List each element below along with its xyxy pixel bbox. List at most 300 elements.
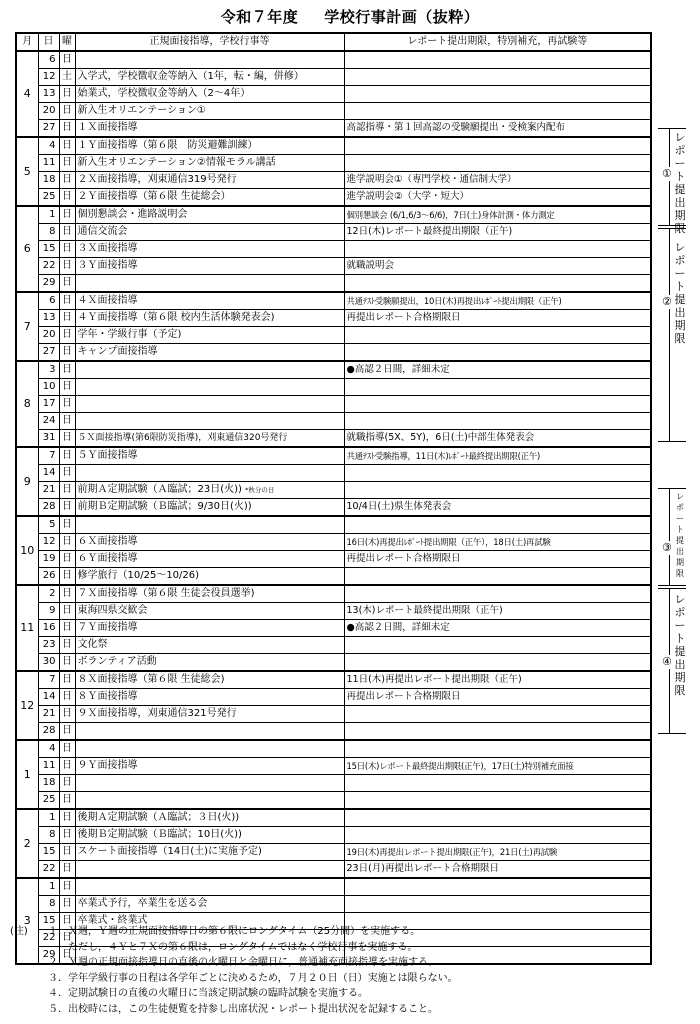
table-row xyxy=(16,499,651,517)
event-text: ９Ｙ面接指導 xyxy=(77,760,138,771)
event-cell xyxy=(75,86,344,103)
event-cell xyxy=(75,189,344,207)
report-cell xyxy=(344,396,651,413)
day-cell: 18 xyxy=(38,172,59,189)
day-cell: 25 xyxy=(38,792,59,810)
table-row xyxy=(16,155,651,172)
weekday-cell: 日 xyxy=(59,51,75,69)
weekday-cell: 日 xyxy=(59,568,75,586)
report-cell xyxy=(344,654,651,672)
table-row xyxy=(16,258,651,275)
report-cell: 23日(月)再提出レポート合格期限日 xyxy=(344,861,651,879)
event-cell xyxy=(75,706,344,723)
weekday-cell: 日 xyxy=(59,344,75,362)
day-cell: 8 xyxy=(38,827,59,844)
weekday-cell: 日 xyxy=(59,620,75,637)
table-row xyxy=(16,137,651,155)
table-row xyxy=(16,275,651,293)
event-cell xyxy=(75,327,344,344)
event-cell xyxy=(75,551,344,568)
table-row xyxy=(16,775,651,792)
day-cell: 11 xyxy=(38,155,59,172)
event-text: ９Ｘ面接指導，刈東通信321号発行 xyxy=(77,708,237,719)
day-cell: 19 xyxy=(38,551,59,568)
day-cell: 26 xyxy=(38,568,59,586)
period-bracket-2 xyxy=(658,228,686,442)
header-month: 月 xyxy=(16,33,38,51)
day-cell: 6 xyxy=(38,292,59,310)
weekday-cell: 日 xyxy=(59,499,75,517)
report-cell: 13(木)レポート最終提出期限（正午) xyxy=(344,603,651,620)
event-cell xyxy=(75,258,344,275)
event-cell xyxy=(75,861,344,879)
table-row xyxy=(16,551,651,568)
table-row xyxy=(16,120,651,138)
period-label-1: レポート提出期限 xyxy=(674,131,686,235)
event-cell xyxy=(75,275,344,293)
header-reports: レポート提出期限，特別補充，再試験等 xyxy=(344,33,651,51)
report-cell xyxy=(344,86,651,103)
report-cell xyxy=(344,792,651,810)
weekday-cell: 日 xyxy=(59,809,75,827)
table-row xyxy=(16,861,651,879)
event-text: 始業式，学校徴収金等納入（2～4年） xyxy=(77,88,251,99)
note-item xyxy=(10,971,690,987)
event-cell xyxy=(75,447,344,465)
weekday-cell: 日 xyxy=(59,189,75,207)
event-cell xyxy=(75,206,344,224)
event-cell xyxy=(75,379,344,396)
page-title xyxy=(0,6,700,27)
event-cell xyxy=(75,499,344,517)
table-row xyxy=(16,568,651,586)
report-cell xyxy=(344,740,651,758)
table-row xyxy=(16,482,651,499)
table-row xyxy=(16,465,651,482)
table-row xyxy=(16,792,651,810)
event-text: 卒業式予行，卒業生を送る会 xyxy=(77,898,208,909)
event-cell xyxy=(75,896,344,913)
table-row xyxy=(16,344,651,362)
table-row xyxy=(16,310,651,327)
table-row xyxy=(16,241,651,258)
weekday-cell: 日 xyxy=(59,654,75,672)
month-cell: 12 xyxy=(16,671,38,740)
day-cell: 27 xyxy=(38,120,59,138)
period-label-2: レポート提出期限 xyxy=(674,241,686,345)
event-cell xyxy=(75,603,344,620)
report-cell: 16日(木)再提出ﾚﾎﾟｰﾄ提出期限（正午），18日(土)再試験 xyxy=(344,534,651,551)
event-text: ５Ｘ面接指導(第6限防災指導)，刈東通信320号発行 xyxy=(77,433,288,443)
table-row xyxy=(16,447,651,465)
day-cell: 2 xyxy=(38,585,59,603)
event-text: ７Ｘ面接指導（第６限 生徒会役員選挙) xyxy=(77,588,255,599)
notes-section xyxy=(10,924,690,1017)
day-cell: 24 xyxy=(38,413,59,430)
report-cell: 進学説明会①（専門学校・通信制大学） xyxy=(344,172,651,189)
event-cell xyxy=(75,809,344,827)
weekday-cell: 土 xyxy=(59,69,75,86)
report-cell: 共通ﾃｽﾄ受験願提出，10日(木)再提出ﾚﾎﾟｰﾄ提出期限（正午) xyxy=(344,292,651,310)
day-cell: 22 xyxy=(38,861,59,879)
day-cell: 12 xyxy=(38,534,59,551)
table-row xyxy=(16,69,651,86)
event-text: ３Ｙ面接指導 xyxy=(77,260,138,271)
month-cell: 7 xyxy=(16,292,38,361)
weekday-cell: 日 xyxy=(59,758,75,775)
report-cell: 11日(木)再提出レポート提出期限（正午) xyxy=(344,671,651,689)
event-text: 文化祭 xyxy=(77,639,108,650)
event-text: ４Ｙ面接指導（第６限 校内生活体験発表会) xyxy=(77,312,275,323)
event-text: ボランティア活動 xyxy=(77,656,157,667)
weekday-cell: 日 xyxy=(59,482,75,499)
note-text: 学年学級行事の日程は各学年ごとに決めるため，７月２０日（日）実施とは限らない。 xyxy=(68,972,458,984)
report-cell: ●高認２日間，詳細未定 xyxy=(344,620,651,637)
report-cell xyxy=(344,878,651,896)
event-cell xyxy=(75,310,344,327)
event-text: 前期Ａ定期試験（Ａ臨試；23日(火)) xyxy=(77,484,242,495)
report-cell xyxy=(344,155,651,172)
day-cell: 3 xyxy=(38,361,59,379)
report-cell xyxy=(344,585,651,603)
note-text: Ｙ週の正規面接指導日の直後の火曜日と金曜日に，普通補充面接指導を実施する。 xyxy=(68,957,438,968)
report-cell xyxy=(344,516,651,534)
event-cell xyxy=(75,844,344,861)
weekday-cell: 日 xyxy=(59,137,75,155)
event-text: 卒業式・終業式 xyxy=(77,915,148,926)
day-cell: 15 xyxy=(38,241,59,258)
event-cell xyxy=(75,792,344,810)
day-cell: 13 xyxy=(38,310,59,327)
day-cell: 4 xyxy=(38,740,59,758)
month-cell: 9 xyxy=(16,447,38,516)
period-label-3: レポート提出期限 xyxy=(676,492,684,578)
day-cell: 4 xyxy=(38,137,59,155)
event-text: 新入生オリエンテーション②情報モラル講話 xyxy=(77,157,276,168)
event-cell xyxy=(75,51,344,69)
event-cell xyxy=(75,224,344,241)
header-weekday: 曜 xyxy=(59,33,75,51)
note-number: ４． xyxy=(48,988,68,999)
day-cell: 9 xyxy=(38,603,59,620)
report-cell xyxy=(344,137,651,155)
event-text: 通信交流会 xyxy=(77,226,128,237)
weekday-cell: 日 xyxy=(59,947,75,965)
report-cell xyxy=(344,568,651,586)
event-cell xyxy=(75,654,344,672)
event-cell xyxy=(75,172,344,189)
table-row xyxy=(16,620,651,637)
day-cell: 22 xyxy=(38,930,59,947)
note-text: 出校時には，この生徒便覧を持参し出席状況・レポート提出状況を記録すること。 xyxy=(68,1003,438,1015)
day-cell: 28 xyxy=(38,499,59,517)
report-cell: 再提出レポート合格期限日 xyxy=(344,310,651,327)
table-row xyxy=(16,51,651,69)
day-cell: 7 xyxy=(38,671,59,689)
event-cell xyxy=(75,120,344,138)
table-row xyxy=(16,723,651,741)
event-cell xyxy=(75,723,344,741)
event-cell xyxy=(75,568,344,586)
day-cell: 1 xyxy=(38,206,59,224)
weekday-cell: 日 xyxy=(59,206,75,224)
day-cell: 29 xyxy=(38,947,59,965)
period-bracket-3 xyxy=(658,488,686,586)
event-cell xyxy=(75,292,344,310)
event-cell xyxy=(75,361,344,379)
weekday-cell: 日 xyxy=(59,723,75,741)
event-cell xyxy=(75,396,344,413)
event-text: 個別懇談会・進路説明会 xyxy=(77,209,188,220)
event-cell xyxy=(75,620,344,637)
event-cell xyxy=(75,534,344,551)
event-cell xyxy=(75,465,344,482)
table-row xyxy=(16,86,651,103)
event-text: ６Ｙ面接指導 xyxy=(77,553,138,564)
weekday-cell: 日 xyxy=(59,534,75,551)
weekday-cell: 日 xyxy=(59,913,75,930)
day-cell: 1 xyxy=(38,809,59,827)
day-cell: 21 xyxy=(38,706,59,723)
event-text: ５Ｙ面接指導 xyxy=(77,450,138,461)
schedule-body xyxy=(16,51,651,964)
day-cell: 17 xyxy=(38,396,59,413)
event-cell xyxy=(75,430,344,448)
month-cell: 3 xyxy=(16,878,38,964)
event-text: １Ｘ面接指導 xyxy=(77,122,138,133)
report-cell xyxy=(344,69,651,86)
event-note: *秋分の日 xyxy=(245,486,275,494)
weekday-cell: 日 xyxy=(59,585,75,603)
weekday-cell: 日 xyxy=(59,844,75,861)
event-text: 東海四県交歓会 xyxy=(77,605,148,616)
report-cell xyxy=(344,706,651,723)
period-number-1: ① xyxy=(662,167,672,180)
event-cell xyxy=(75,585,344,603)
weekday-cell: 日 xyxy=(59,740,75,758)
table-row xyxy=(16,516,651,534)
table-row xyxy=(16,292,651,310)
day-cell: 13 xyxy=(38,86,59,103)
month-cell: 10 xyxy=(16,516,38,585)
weekday-cell: 日 xyxy=(59,430,75,448)
table-row xyxy=(16,379,651,396)
note-text: 定期試験日の直後の火曜日に当該定期試験の臨時試験を実施する。 xyxy=(68,988,368,999)
report-cell xyxy=(344,809,651,827)
report-cell xyxy=(344,275,651,293)
day-cell: 1 xyxy=(38,878,59,896)
table-row xyxy=(16,896,651,913)
event-text: ２Ｙ面接指導（第６限 生徒総会） xyxy=(77,191,231,202)
table-row xyxy=(16,878,651,896)
table-row xyxy=(16,189,651,207)
note-number: １． xyxy=(48,926,68,937)
event-text: 入学式，学校徴収金等納入（1年，転・編，併修） xyxy=(77,71,304,82)
period-number-4: ④ xyxy=(662,655,672,668)
period-number-3: ③ xyxy=(662,541,672,554)
report-cell: 19日(木)再提出レポート提出期限(正午)，21日(土)再試験 xyxy=(344,844,651,861)
table-row xyxy=(16,206,651,224)
month-cell: 6 xyxy=(16,206,38,292)
day-cell: 14 xyxy=(38,689,59,706)
weekday-cell: 日 xyxy=(59,361,75,379)
weekday-cell: 日 xyxy=(59,689,75,706)
note-number: ５． xyxy=(48,1003,68,1015)
title-main: 学校行事計画（抜粋） xyxy=(324,8,480,26)
weekday-cell: 日 xyxy=(59,551,75,568)
header-events: 正規面接指導，学校行事等 xyxy=(75,33,344,51)
event-text: ２Ｘ面接指導，刈東通信319号発行 xyxy=(77,174,237,185)
report-cell xyxy=(344,637,651,654)
weekday-cell: 日 xyxy=(59,258,75,275)
header-day: 日 xyxy=(38,33,59,51)
notes-prefix: (注) xyxy=(10,926,28,937)
event-cell xyxy=(75,137,344,155)
weekday-cell: 日 xyxy=(59,827,75,844)
event-text: 修学旅行（10/25～10/26) xyxy=(77,570,200,581)
table-row xyxy=(16,327,651,344)
weekday-cell: 日 xyxy=(59,413,75,430)
table-row xyxy=(16,103,651,120)
weekday-cell: 日 xyxy=(59,878,75,896)
event-text: キャンプ面接指導 xyxy=(77,346,158,357)
table-row xyxy=(16,758,651,775)
table-row xyxy=(16,534,651,551)
weekday-cell: 日 xyxy=(59,155,75,172)
event-text: ３Ｘ面接指導 xyxy=(77,243,138,254)
event-cell xyxy=(75,878,344,896)
weekday-cell: 日 xyxy=(59,241,75,258)
period-bracket-1 xyxy=(658,128,686,235)
weekday-cell: 日 xyxy=(59,671,75,689)
event-text: ７Ｙ面接指導 xyxy=(77,622,138,633)
table-row xyxy=(16,396,651,413)
month-cell: 5 xyxy=(16,137,38,206)
weekday-cell: 日 xyxy=(59,310,75,327)
day-cell: 7 xyxy=(38,447,59,465)
period-number-2: ② xyxy=(662,295,672,308)
note-item xyxy=(10,940,690,956)
note-text: Ｘ週，Ｙ週の正規面接指導日の第６限にロングタイム（25分間）を実施する。 xyxy=(68,926,421,937)
report-cell xyxy=(344,103,651,120)
table-row xyxy=(16,740,651,758)
day-cell: 29 xyxy=(38,275,59,293)
table-row xyxy=(16,430,651,448)
weekday-cell: 日 xyxy=(59,327,75,344)
day-cell: 11 xyxy=(38,758,59,775)
report-cell xyxy=(344,465,651,482)
day-cell: 31 xyxy=(38,430,59,448)
event-cell xyxy=(75,689,344,706)
weekday-cell: 日 xyxy=(59,172,75,189)
weekday-cell: 日 xyxy=(59,775,75,792)
note-number: ３． xyxy=(48,972,68,984)
weekday-cell: 日 xyxy=(59,224,75,241)
day-cell: 20 xyxy=(38,327,59,344)
table-row xyxy=(16,844,651,861)
day-cell: 15 xyxy=(38,913,59,930)
schedule-table xyxy=(15,32,652,965)
report-cell xyxy=(344,51,651,69)
table-row xyxy=(16,172,651,189)
month-cell: 2 xyxy=(16,809,38,878)
note-item xyxy=(10,986,690,1002)
event-cell xyxy=(75,155,344,172)
event-cell xyxy=(75,637,344,654)
note-number: ２． xyxy=(48,957,68,968)
table-row xyxy=(16,706,651,723)
month-cell: 4 xyxy=(16,51,38,137)
table-row xyxy=(16,827,651,844)
weekday-cell: 日 xyxy=(59,379,75,396)
event-cell xyxy=(75,775,344,792)
table-row xyxy=(16,603,651,620)
weekday-cell: 日 xyxy=(59,275,75,293)
day-cell: 5 xyxy=(38,516,59,534)
event-cell xyxy=(75,516,344,534)
weekday-cell: 日 xyxy=(59,896,75,913)
period-bracket-4 xyxy=(658,588,686,734)
note-text: ただし，４Ｙと７Ｘの第６限は，ロングタイムではなく学校行事を実施する。 xyxy=(68,941,418,953)
event-cell xyxy=(75,413,344,430)
report-cell: 12日(木)レポート最終提出期限（正午) xyxy=(344,224,651,241)
month-cell: 1 xyxy=(16,740,38,809)
title-year: 令和７年度 xyxy=(220,8,299,26)
event-text: ８Ｙ面接指導 xyxy=(77,691,138,702)
day-cell: 6 xyxy=(38,51,59,69)
event-cell xyxy=(75,740,344,758)
event-cell xyxy=(75,69,344,86)
report-cell: 個別懇談会 (6/1,6/3～6/6)，7日(土)身体計測・体力測定 xyxy=(344,206,651,224)
weekday-cell: 日 xyxy=(59,930,75,947)
report-cell: 進学説明会②（大学・短大） xyxy=(344,189,651,207)
weekday-cell: 日 xyxy=(59,396,75,413)
report-cell: 再提出レポート合格期限日 xyxy=(344,689,651,706)
report-cell xyxy=(344,379,651,396)
report-cell: ●高認２日間，詳細未定 xyxy=(344,361,651,379)
event-cell xyxy=(75,671,344,689)
table-row xyxy=(16,361,651,379)
event-text: 学年・学級行事（予定) xyxy=(77,329,182,340)
day-cell: 20 xyxy=(38,103,59,120)
report-period-brackets xyxy=(650,32,700,928)
table-row xyxy=(16,689,651,706)
day-cell: 23 xyxy=(38,637,59,654)
weekday-cell: 日 xyxy=(59,792,75,810)
table-row xyxy=(16,224,651,241)
event-cell xyxy=(75,758,344,775)
event-cell xyxy=(75,241,344,258)
weekday-cell: 日 xyxy=(59,603,75,620)
report-cell xyxy=(344,482,651,499)
event-text: １Ｙ面接指導（第６限 防災避難訓練） xyxy=(77,140,258,151)
event-cell xyxy=(75,103,344,120)
day-cell: 18 xyxy=(38,775,59,792)
event-cell xyxy=(75,827,344,844)
day-cell: 27 xyxy=(38,344,59,362)
day-cell: 12 xyxy=(38,69,59,86)
day-cell: 28 xyxy=(38,723,59,741)
table-row xyxy=(16,637,651,654)
day-cell: 25 xyxy=(38,189,59,207)
day-cell: 15 xyxy=(38,844,59,861)
weekday-cell: 日 xyxy=(59,861,75,879)
event-text: 後期Ｂ定期試験（Ｂ臨試；10日(火)) xyxy=(77,829,242,840)
event-cell xyxy=(75,482,344,499)
table-header-row xyxy=(16,33,651,51)
period-label-4: レポート提出期限 xyxy=(674,593,686,697)
weekday-cell: 日 xyxy=(59,120,75,138)
